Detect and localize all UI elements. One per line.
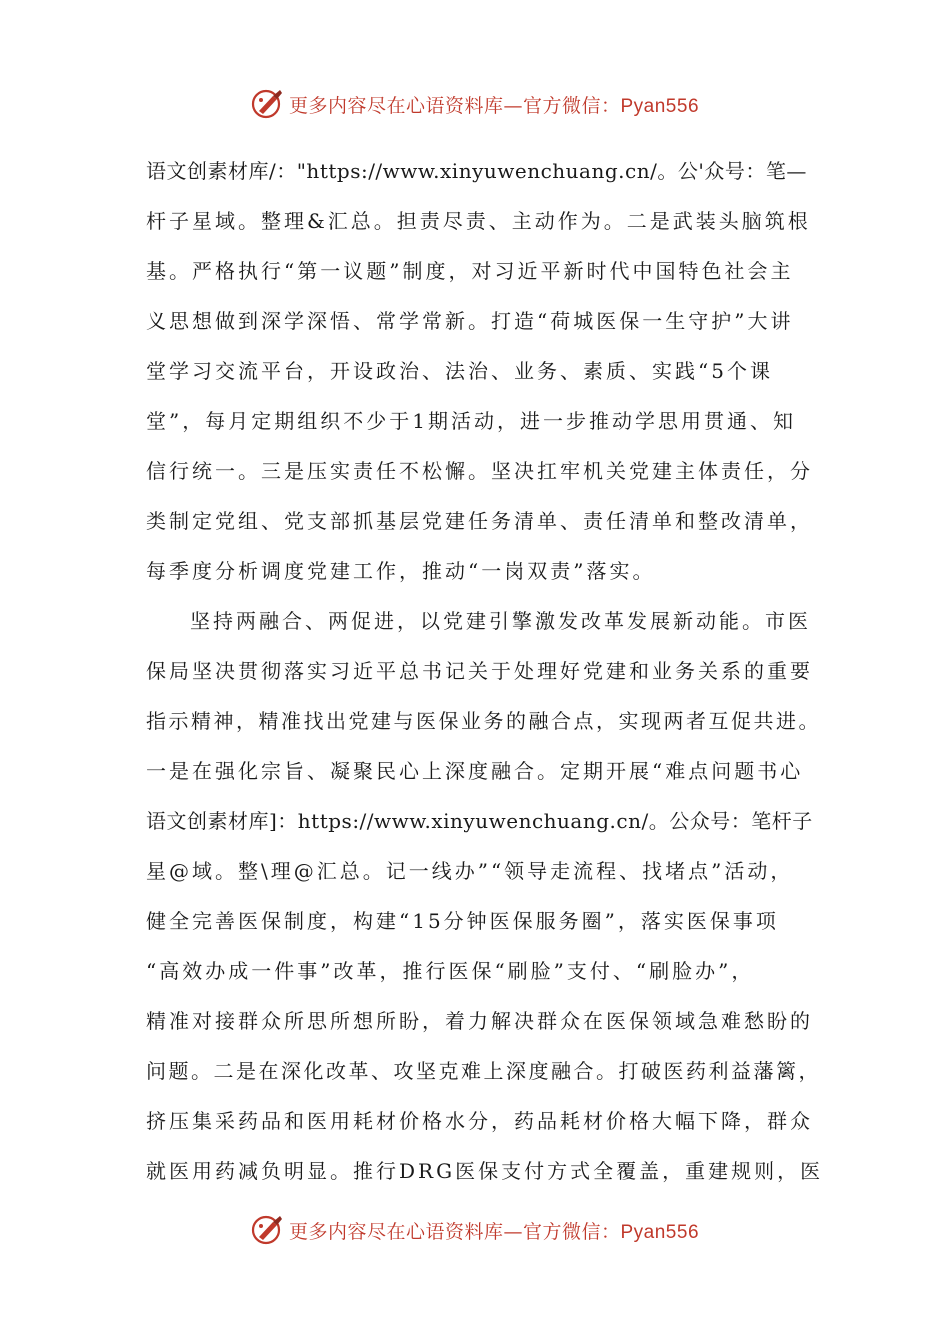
body-text-line: 一是在强化宗旨、凝聚民心上深度融合。定期开展“难点问题书心 bbox=[146, 759, 804, 783]
body-text-line: 堂”，每月定期组织不少于1期活动，进一步推动学思用贯通、知 bbox=[146, 409, 796, 433]
body-text-line: 堂学习交流平台，开设政治、法治、业务、素质、实践“5个课 bbox=[146, 359, 773, 383]
footer-banner-label: 更多内容尽在心语资料库—官方微信： bbox=[288, 1220, 621, 1243]
body-text-line: 保局坚决贯彻落实习近平总书记关于处理好党建和业务关系的重要 bbox=[146, 659, 813, 683]
footer-wechat-id: Pyan556 bbox=[620, 1221, 700, 1243]
document-body bbox=[146, 146, 826, 1196]
body-text-line: 精准对接群众所思所想所盼，着力解决群众在医保领域急难愁盼的 bbox=[146, 1009, 813, 1033]
body-text-line: 语文创素材库/："https://www.xinyuwenchuang.cn/。公'众号：笔— bbox=[146, 159, 807, 183]
header-wechat-id: Pyan556 bbox=[620, 95, 700, 117]
body-text-line: 信行统一。三是压实责任不松懈。坚决扛牢机关党建主体责任，分 bbox=[146, 459, 813, 483]
body-text-line: 健全完善医保制度，构建“15分钟医保服务圈”，落实医保事项 bbox=[146, 909, 779, 933]
body-text-line: 类制定党组、党支部抓基层党建任务清单、责任清单和整改清单， bbox=[146, 509, 813, 533]
body-text-line: 杆子星域。整理&汇总。担责尽责、主动作为。二是武装头脑筑根 bbox=[146, 209, 811, 233]
pen-nib-logo-icon bbox=[251, 87, 285, 121]
body-text-line: 坚持两融合、两促进，以党建引擎激发改革发展新动能。市医 bbox=[190, 609, 811, 633]
body-text-line: “高效办成一件事”改革，推行医保“刷脸”支付、“刷脸办”， bbox=[146, 959, 755, 983]
pen-nib-logo-icon bbox=[251, 1213, 285, 1247]
body-text-line: 每季度分析调度党建工作，推动“一岗双责”落实。 bbox=[146, 559, 656, 583]
body-text-line: 问题。二是在深化改革、攻坚克难上深度融合。打破医药利益藩篱， bbox=[146, 1059, 821, 1083]
body-text-line: 挤压集采药品和医用耗材价格水分，药品耗材价格大幅下降，群众 bbox=[146, 1109, 813, 1133]
body-text-line: 就医用药减负明显。推行DRG医保支付方式全覆盖，重建规则，医 bbox=[146, 1159, 824, 1183]
body-text-line: 语文创素材库]：https://www.xinyuwenchuang.cn/。公众号：笔杆子 bbox=[146, 809, 813, 833]
body-text-line: 星@域。整\理@汇总。记一线办”“领导走流程、找堵点”活动， bbox=[146, 859, 794, 883]
header-banner-text bbox=[289, 91, 699, 118]
body-text-line: 义思想做到深学深悟、常学常新。打造“荷城医保一生守护”大讲 bbox=[146, 309, 794, 333]
footer-banner-text bbox=[289, 1217, 699, 1244]
body-text-line: 指示精神，精准找出党建与医保业务的融合点，实现两者互促共进。 bbox=[146, 709, 821, 733]
body-text-line: 基。严格执行“第一议题”制度，对习近平新时代中国特色社会主 bbox=[146, 259, 794, 283]
footer-banner bbox=[0, 1210, 950, 1250]
header-banner-label: 更多内容尽在心语资料库—官方微信： bbox=[288, 94, 621, 117]
header-banner bbox=[0, 84, 950, 124]
